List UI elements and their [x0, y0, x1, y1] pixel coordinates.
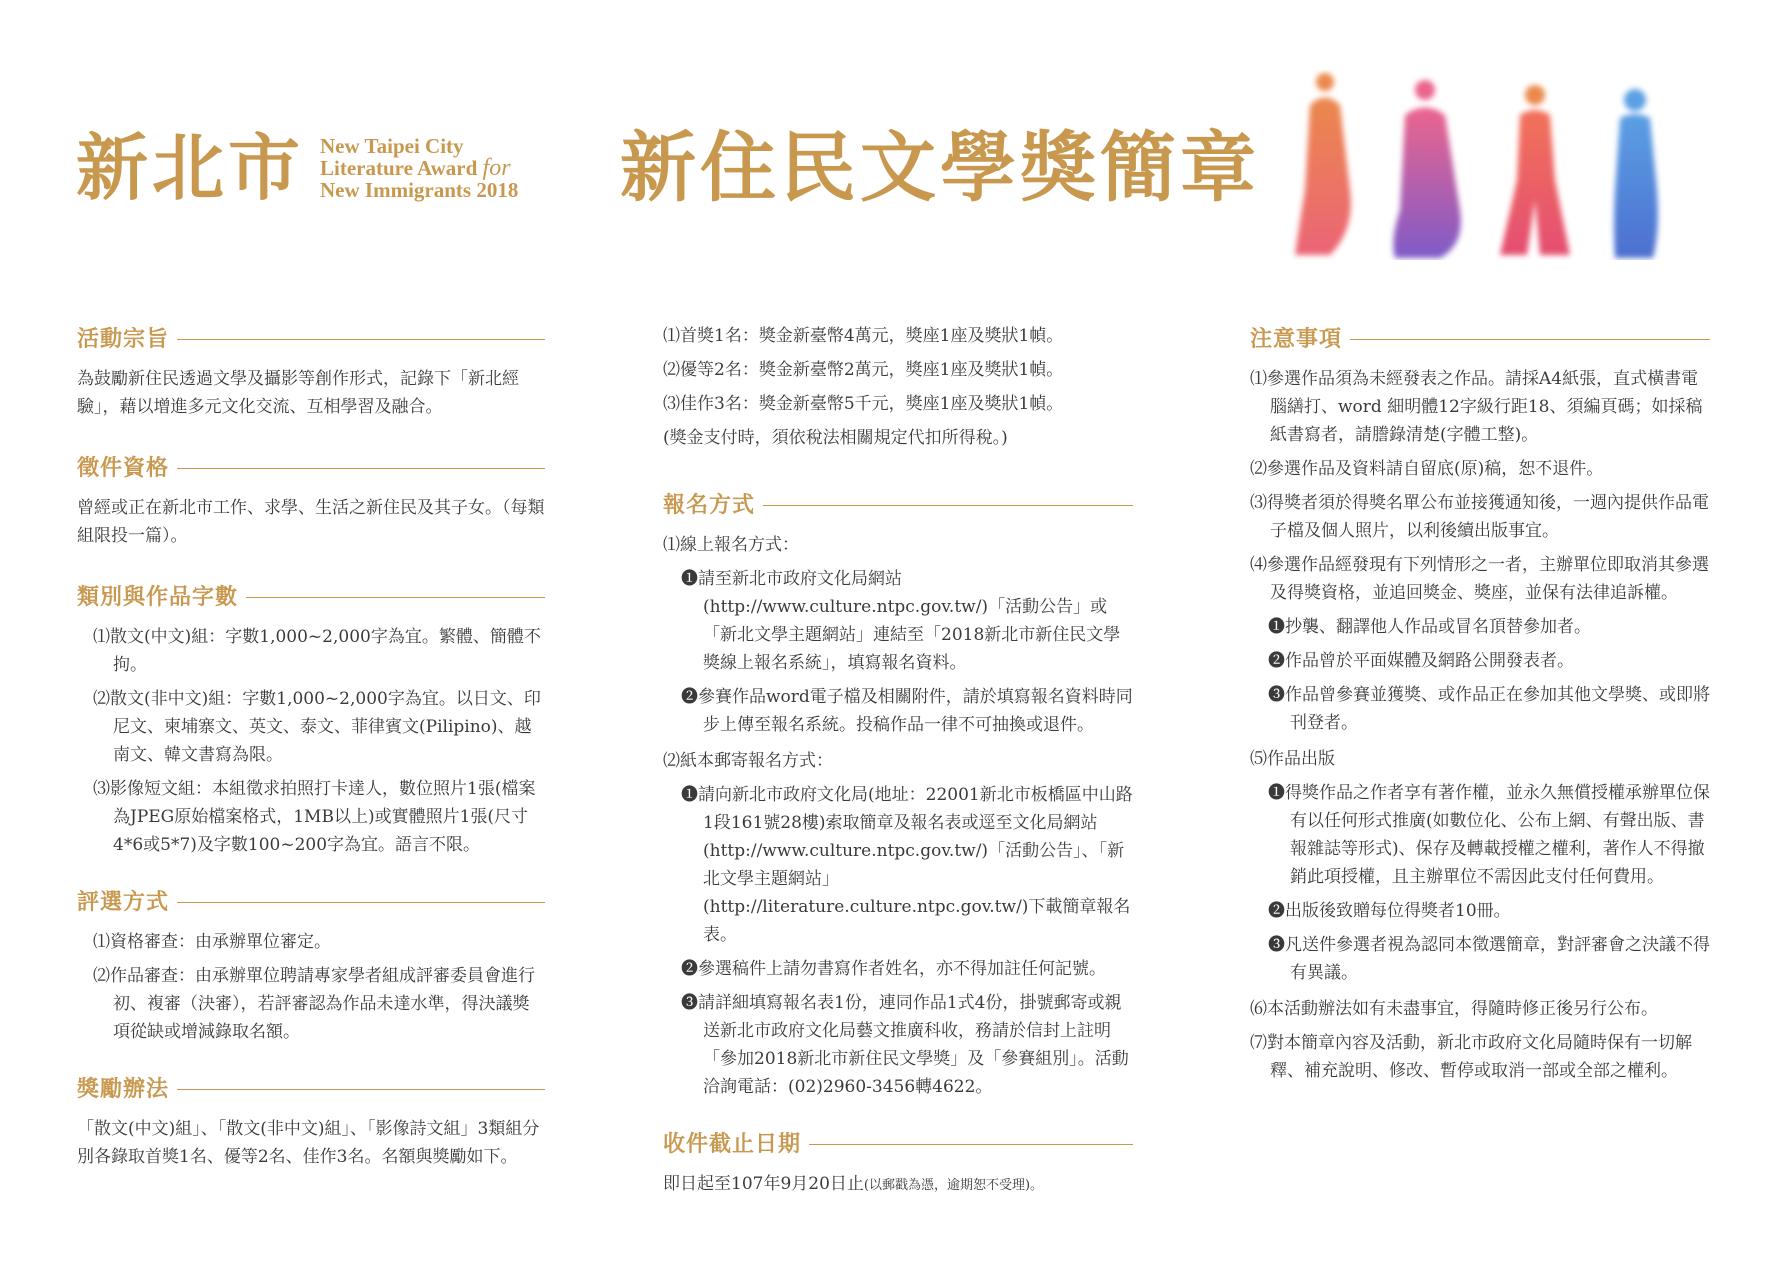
list-item: ⑶影像短文組：本組徵求拍照打卡達人，數位照片1張(檔案為JPEG原始檔案格式，1MB以上)或實體照片1張(尺寸4*6或5*7)及字數100~200字為宜。語言不限。 [93, 779, 536, 855]
prize-second: ⑵優等2名：獎金新臺幣2萬元，獎座1座及獎狀1幀。 [663, 360, 1064, 380]
section-heading-registration: 報名方式 [663, 488, 1133, 519]
list-item: ⑷參選作品經發現有下列情形之一者，主辦單位即取消其參選及得獎資格，並追回獎金、獎座，並保有法律追訴權。 [1250, 555, 1709, 603]
logo-english: New Taipei City Literature Award for New Immigrants 2018 [320, 134, 519, 202]
list-item: ⑺對本簡章內容及活動，新北市政府文化局隨時保有一切解釋、補充說明、修改、暫停或取消一部或全部之權利。 [1250, 1033, 1692, 1081]
list-item: ⑵作品審查：由承辦單位聘請專家學者組成評審委員會進行初、複審（決審），若評審認為作品未達水準，得決議獎項從缺或增減錄取名額。 [93, 966, 535, 1042]
eligibility-text: 曾經或正在新北市工作、求學、生活之新住民及其子女。（每類組限投一篇）。 [77, 498, 545, 546]
list-item: ⑴散文(中文)組：字數1,000~2,000字為宜。繁體、簡體不拘。 [93, 627, 541, 675]
list-item: ❶得獎作品之作者享有著作權，並永久無償授權承辦單位保有以任何形式推廣(如數位化、公布上網、有聲出版、書報雜誌等形式)、保存及轉載授權之權利，著作人不得撤銷此項授權，且主辦單位不需因此支付任何費用。 [1268, 783, 1710, 887]
list-item: ⑵散文(非中文)組：字數1,000~2,000字為宜。以日文、印尼文、柬埔寨文、英文、泰文、菲律賓文(Pilipino)、越南文、韓文書寫為限。 [93, 689, 541, 765]
section-heading-deadline: 收件截止日期 [663, 1127, 1133, 1158]
section-heading-categories: 類別與作品字數 [77, 580, 545, 611]
list-item: ❶抄襲、翻譯他人作品或冒名頂替參加者。 [1268, 617, 1591, 637]
section-heading-judging: 評選方式 [77, 885, 545, 916]
section-heading-awards: 獎勵辦法 [77, 1072, 545, 1103]
prize-third: ⑶佳作3名：獎金新臺幣5千元，獎座1座及獎狀1幀。 [663, 394, 1064, 414]
list-item: ❷作品曾於平面媒體及網路公開發表者。 [1268, 651, 1574, 671]
awards-text: 「散文(中文)組」、「散文(非中文)組」、「影像詩文組」3類組分別各錄取首獎1名、優等2名、佳作3名。名額與獎勵如下。 [77, 1119, 540, 1167]
notes-item4-sublist [1250, 613, 1710, 737]
section-heading-purpose: 活動宗旨 [77, 322, 545, 353]
list-item: ❶請向新北市政府文化局(地址：22001新北市板橋區中山路1段161號28樓)索取簡章及報名表或逕至文化局網站(http://www.culture.ntpc.gov.tw/)「活動公告」、「新北文學主題網站」(http://literature.culture.ntpc.gov.tw/)下載簡章報名表。 [681, 785, 1133, 945]
list-item: ⑴參選作品須為未經發表之作品。請採A4紙張，直式橫書電腦繕打、word 細明體12字級行距18、須編頁碼；如採稿紙書寫者，請謄錄清楚(字體工整)。 [1250, 369, 1703, 445]
list-item: ⑵參選作品及資料請自留底(原)稿，恕不退件。 [1250, 459, 1604, 479]
list-item: ❸請詳細填寫報名表1份，連同作品1式4份，掛號郵寄或親送新北市政府文化局藝文推廣科收，務請於信封上註明「參加2018新北市新住民文學獎」及「參賽組別」。活動洽詢電話：(02)2960-3456轉4622。 [681, 993, 1129, 1097]
mail-registration-title: ⑵紙本郵寄報名方式： [663, 751, 833, 771]
list-item: ❶請至新北市政府文化局網站(http://www.culture.ntpc.gov.tw/)「活動公告」或「新北文學主題網站」連結至「2018新北市新住民文學獎線上報名系統」，填寫報名資料。 [681, 569, 1121, 673]
purpose-text: 為鼓勵新住民透過文學及攝影等創作形式，記錄下「新北經驗」，藉以增進多元文化交流、互相學習及融合。 [77, 369, 519, 417]
column-right [1250, 322, 1710, 1111]
column-left [77, 322, 545, 1201]
list-item: ⑶得獎者須於得獎名單公布並接獲通知後，一週內提供作品電子檔及個人照片，以利後續出版事宜。 [1250, 493, 1709, 541]
list-item: ❷參賽作品word電子檔及相關附件，請於填寫報名資料時同步上傳至報名系統。投稿作品一律不可抽換或退件。 [681, 687, 1133, 735]
list-item: ❸凡送件參選者視為認同本徵選簡章，對評審會之決議不得有異議。 [1268, 935, 1710, 983]
notes-list [1250, 365, 1710, 607]
prize-first: ⑴首獎1名：獎金新臺幣4萬元，獎座1座及獎狀1幀。 [663, 326, 1064, 346]
column-middle [663, 322, 1133, 1200]
list-item: ❸作品曾參賽並獲獎、或作品正在參加其他文學獎、或即將刊登者。 [1268, 685, 1710, 733]
categories-list [77, 623, 545, 859]
online-registration-title: ⑴線上報名方式： [663, 535, 799, 555]
event-logo [76, 125, 519, 210]
notes-item5: ⑸作品出版 [1250, 749, 1335, 769]
section-heading-notes: 注意事項 [1250, 322, 1710, 353]
tax-note: (獎金支付時，須依稅法相關規定代扣所得稅。) [663, 428, 1008, 448]
page-title: 新住民文學獎簡章 [620, 123, 1260, 212]
mail-registration-list [663, 781, 1133, 1101]
deadline-text: 即日起至107年9月20日止(以郵戳為憑，逾期恕不受理)。 [663, 1174, 1044, 1194]
notes-list-end [1250, 995, 1710, 1085]
notes-item5-sublist [1250, 779, 1710, 987]
list-item: ⑹本活動辦法如有未盡事宜，得隨時修正後另行公布。 [1250, 999, 1658, 1019]
list-item: ❷出版後致贈每位得獎者10冊。 [1268, 901, 1511, 921]
watercolor-figures-illustration [1255, 70, 1725, 260]
section-heading-eligibility: 徵件資格 [77, 451, 545, 482]
online-registration-list [663, 565, 1133, 739]
list-item: ⑴資格審查：由承辦單位審定。 [93, 932, 331, 952]
list-item: ❷參選稿件上請勿書寫作者姓名，亦不得加註任何記號。 [681, 959, 1106, 979]
logo-chinese: 新北市 [76, 125, 305, 210]
judging-list [77, 928, 545, 1046]
